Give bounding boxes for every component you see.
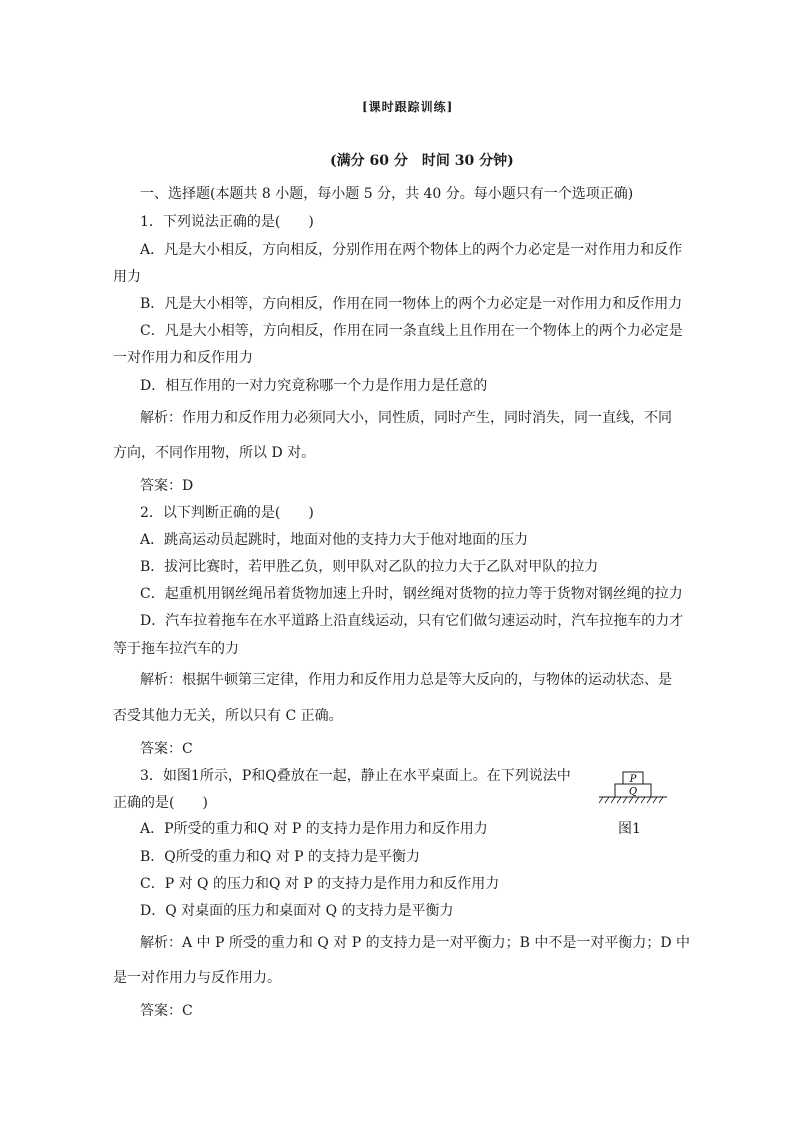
figure-1-caption: 图1: [618, 821, 641, 837]
q1-option-c-cont: 一对作用力和反作用力: [113, 350, 253, 366]
q3-option-d: D．Q 对桌面的压力和桌面对 Q 的支持力是平衡力: [140, 903, 454, 919]
figure-1-diagram: [597, 770, 669, 806]
q3-answer: 答案：C: [140, 1003, 193, 1019]
q2-option-d-cont: 等于拖车拉汽车的力: [113, 641, 239, 657]
q2-analysis-cont: 否受其他力无关，所以只有 C 正确。: [113, 708, 343, 724]
q1-stem: 1．下列说法正确的是( ): [140, 214, 314, 230]
q2-option-a: A．跳高运动员起跳时，地面对他的支持力大于他对地面的压力: [140, 532, 529, 548]
q1-option-b: B．凡是大小相等，方向相反，作用在同一物体上的两个力必定是一对作用力和反作用力: [140, 296, 683, 312]
q3-option-c: C．P 对 Q 的压力和Q 对 P 的支持力是作用力和反作用力: [140, 876, 500, 892]
label-p: P: [629, 774, 637, 785]
q1-answer: 答案：D: [140, 478, 194, 494]
q2-option-d: D．汽车拉着拖车在水平道路上沿直线运动，只有它们做匀速运动时，汽车拉拖车的力才: [140, 613, 684, 629]
q3-option-a: A．P所受的重力和Q 对 P 的支持力是作用力和反作用力: [140, 821, 488, 837]
q3-option-b: B．Q所受的重力和Q 对 P 的支持力是平衡力: [140, 849, 421, 865]
q3-stem-cont: 正确的是( ): [113, 795, 208, 811]
q3-analysis: 解析：A 中 P 所受的重力和 Q 对 P 的支持力是一对平衡力；B 中不是一对平衡力；D 中: [140, 935, 690, 951]
q2-stem: 2．以下判断正确的是( ): [140, 505, 314, 521]
q3-stem: 3．如图1所示，P和Q叠放在一起，静止在水平桌面上。在下列说法中: [140, 768, 571, 784]
section-tag: [课时跟踪训练]: [362, 100, 454, 114]
q1-option-a-cont: 用力: [113, 269, 141, 285]
q2-analysis: 解析：根据牛顿第三定律，作用力和反作用力总是等大反向的，与物体的运动状态、是: [140, 672, 672, 688]
q1-analysis: 解析：作用力和反作用力必须同大小，同性质，同时产生，同时消失，同一直线，不同: [140, 410, 672, 426]
label-q: Q: [628, 786, 638, 798]
q2-answer: 答案：C: [140, 741, 193, 757]
q2-option-b: B．拔河比赛时，若甲胜乙负，则甲队对乙队的拉力大于乙队对甲队的拉力: [140, 559, 599, 575]
q2-option-c: C．起重机用钢丝绳吊着货物加速上升时，钢丝绳对货物的拉力等于货物对钢丝绳的拉力: [140, 586, 683, 602]
exam-subtitle: (满分 60 分 时间 30 分钟): [330, 153, 514, 169]
section-title: 一、选择题(本题共 8 小题，每小题 5 分，共 40 分。每小题只有一个选项正确): [140, 186, 634, 202]
q1-option-d: D．相互作用的一对力究竟称哪一个力是作用力是任意的: [140, 378, 488, 394]
ground-hatch: [599, 797, 663, 803]
q1-analysis-cont: 方向，不同作用物，所以 D 对。: [113, 445, 316, 461]
q1-option-a: A．凡是大小相反，方向相反，分别作用在两个物体上的两个力必定是一对作用力和反作: [140, 242, 683, 258]
q1-option-c: C．凡是大小相等，方向相反，作用在同一条直线上且作用在一个物体上的两个力必定是: [140, 323, 683, 339]
q3-analysis-cont: 是一对作用力与反作用力。: [113, 970, 281, 986]
